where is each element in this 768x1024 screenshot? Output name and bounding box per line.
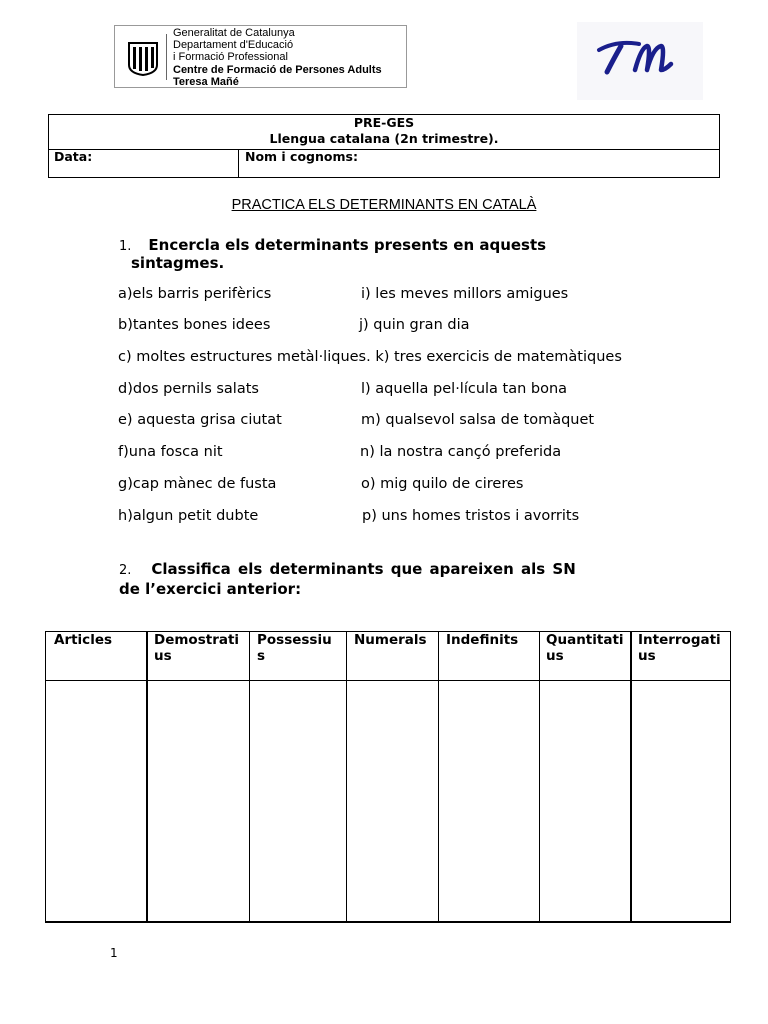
exercise2-instruction-line1: Classifica els determinants que apareixen als SN — [151, 560, 576, 578]
page-number: 1 — [110, 946, 118, 960]
date-label: Data: — [54, 149, 93, 164]
institution-name — [173, 27, 382, 88]
exercise1-instruction-line1: Encercla els determinants presents en aquests — [148, 236, 547, 254]
item-l: l) aquella pel·lícula tan bona — [361, 381, 568, 397]
column-header-interrogatius: Interrogati us — [638, 632, 721, 664]
item-m: m) qualsevol salsa de tomàquet — [361, 412, 595, 428]
column-header-possessius: Possessiu s — [257, 632, 332, 664]
column-header-indefinits: Indefinits — [446, 632, 519, 648]
exercise1-instruction — [119, 236, 546, 254]
classification-table — [45, 631, 731, 923]
exercise1-instruction-line2: sintagmes. — [131, 254, 225, 272]
org-line-3: i Formació Professional — [173, 51, 288, 64]
column-header-articles: Articles — [54, 632, 113, 648]
col-divider — [249, 632, 250, 922]
org-line-4: Centre de Formació de Persones Adults — [173, 63, 382, 76]
item-o: o) mig quilo de cireres — [361, 476, 524, 492]
header-row-divider — [46, 680, 730, 681]
exercise2-instruction — [119, 560, 576, 578]
name-label: Nom i cognoms: — [245, 149, 358, 164]
info-title-row — [49, 115, 719, 150]
item-f: f)una fosca nit — [118, 444, 223, 460]
institution-logo-box — [114, 25, 407, 88]
exercise2-number: 2. — [119, 563, 132, 578]
item-i: i) les meves millors amigues — [361, 286, 569, 302]
column-header-quantitatius: Quantitati us — [546, 632, 624, 664]
column-header-demostratius: Demostrati us — [154, 632, 240, 664]
logo-divider — [166, 34, 167, 80]
item-d: d)dos pernils salats — [118, 381, 259, 397]
item-p: p) uns homes tristos i avorrits — [362, 508, 580, 524]
tm-logo — [577, 22, 703, 100]
item-a: a)els barris perifèrics — [118, 286, 272, 302]
subject-name: Llengua catalana (2n trimestre). — [269, 131, 499, 146]
exercise2-instruction-line2: de l’exercici anterior: — [119, 580, 302, 598]
item-j: j) quin gran dia — [359, 317, 470, 333]
column-header-numerals: Numerals — [354, 632, 427, 648]
item-h: h)algun petit dubte — [118, 508, 259, 524]
exercise1-number: 1. — [119, 239, 132, 254]
page-title: PRACTICA ELS DETERMINANTS EN CATALÀ — [231, 197, 537, 213]
item-n: n) la nostra cançó preferida — [360, 444, 562, 460]
col-divider — [539, 632, 540, 922]
org-line-5: Teresa Mañé — [173, 75, 239, 88]
col-divider — [346, 632, 347, 922]
student-info-table — [48, 114, 720, 178]
col-divider — [630, 632, 632, 922]
org-line-1: Generalitat de Catalunya — [173, 27, 295, 39]
item-b: b)tantes bones idees — [118, 317, 271, 333]
tm-logo-icon — [577, 22, 703, 100]
course-name: PRE-GES — [353, 115, 415, 130]
item-e: e) aquesta grisa ciutat — [118, 412, 282, 428]
org-line-2: Departament d'Educació — [173, 39, 294, 52]
item-g: g)cap mànec de fusta — [118, 476, 277, 492]
col-divider — [146, 632, 148, 922]
item-c-k: c) moltes estructures metàl·liques. k) tres exercicis de matemàtiques — [118, 349, 622, 365]
info-cell-divider — [238, 149, 239, 178]
generalitat-crest-icon — [125, 40, 161, 76]
col-divider — [438, 632, 439, 922]
